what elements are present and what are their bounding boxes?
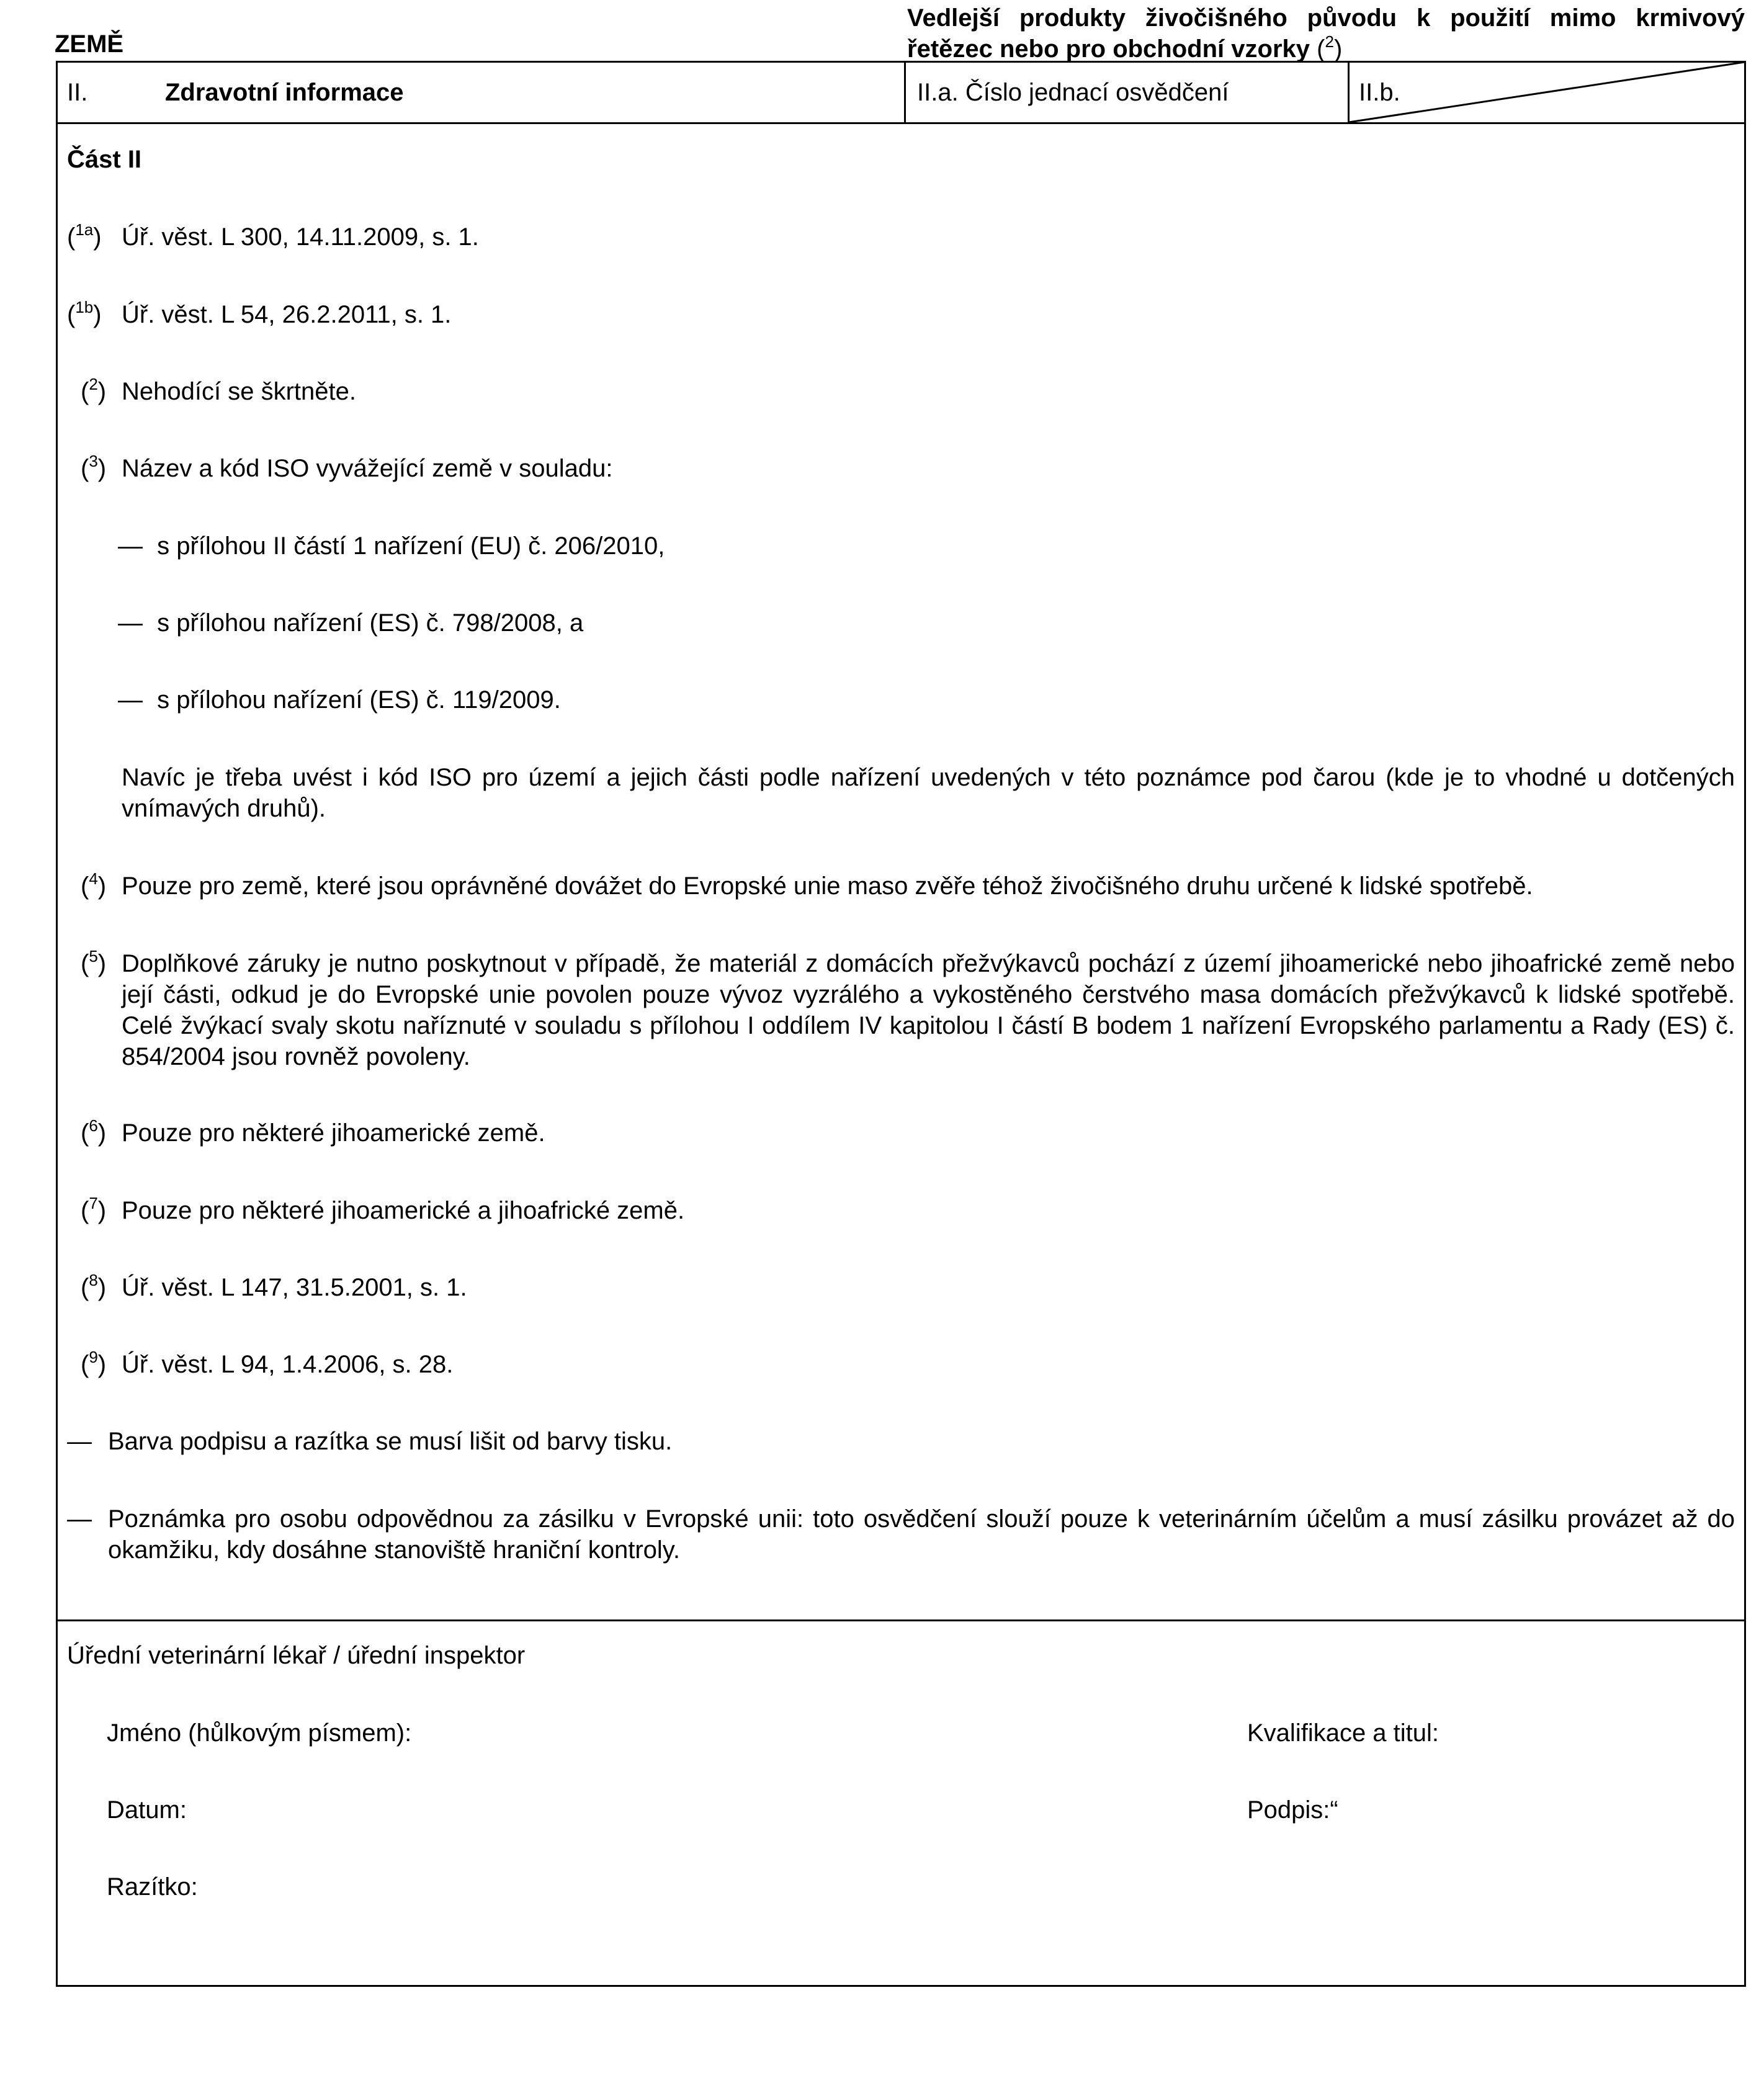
stamp-label: Razítko: bbox=[107, 1873, 198, 1901]
iso-list-item-1 bbox=[118, 531, 665, 562]
footnote-text: Úř. věst. L 54, 26.2.2011, s. 1. bbox=[122, 301, 452, 328]
footnote-ref: ($^9$) bbox=[81, 1347, 107, 1378]
footnote-ref-num: 6 bbox=[89, 1116, 98, 1135]
footnote-text: Doplňkové záruky je nutno poskytnout v případě, že materiál z domácích přežvýkavců pochází z území jihoamerické nebo jihoafrické země nebo její části, odkud je do Evropské unie povolen pouze vývoz vyzrálého a vykostěného čerstvého masa domácích přežvýkavců k lidské spotřebě. Celé žvýkací svaly skotu naříznuté v souladu s přílohou I oddílem IV kapitolou I částí B bodem 1 nařízení Evropského parlamentu a Rady (ES) č. 854/2004 jsou rovněž povoleny. bbox=[122, 950, 1735, 1070]
iso-list-text: s přílohou nařízení (ES) č. 798/2008, a bbox=[157, 609, 584, 637]
footnote-ref: ($^3$) bbox=[81, 451, 107, 482]
dash: — bbox=[118, 686, 143, 714]
footnote-ref-num: 5 bbox=[89, 946, 98, 965]
footnote-ref: ($^5$) bbox=[81, 946, 107, 977]
footnote-ref-num: 9 bbox=[89, 1347, 98, 1366]
footnote-ref-num: 7 bbox=[89, 1193, 98, 1212]
footnote-ref: ($^7$) bbox=[81, 1193, 107, 1224]
footnote-ref-num: 3 bbox=[89, 451, 98, 470]
iso-list-item-2 bbox=[118, 607, 583, 638]
footnote-ref: ($^8$) bbox=[81, 1270, 107, 1301]
date-label: Datum: bbox=[107, 1796, 187, 1824]
certificate-title-ref-num: 2 bbox=[1325, 32, 1334, 51]
country-label: ZEMĚ bbox=[55, 30, 124, 58]
signature-section-divider bbox=[56, 1619, 1746, 1621]
signature-label: Podpis:“ bbox=[1247, 1796, 1338, 1824]
section-title: Zdravotní informace bbox=[165, 79, 404, 106]
iso-list-text: s přílohou nařízení (ES) č. 119/2009. bbox=[157, 686, 561, 714]
footnote-text: Úř. věst. L 94, 1.4.2006, s. 28. bbox=[122, 1351, 454, 1378]
footnote-ref-num: 1a bbox=[75, 220, 94, 239]
certificate-reference-label: II.a. Číslo jednací osvědčení bbox=[917, 79, 1229, 106]
iib-diagonal-line bbox=[0, 0, 1764, 137]
iib-label: II.b. bbox=[1359, 79, 1400, 106]
footnote-text: Úř. věst. L 300, 14.11.2009, s. 1. bbox=[122, 223, 479, 251]
note-text: Poznámka pro osobu odpovědnou za zásilku v Evropské unii: toto osvědčení slouží pouze k veterinárním účelům a musí zásilku provázet až do okamžiku, kdy dosáhne stanoviště hraniční kontroly. bbox=[108, 1505, 1735, 1564]
dash: — bbox=[118, 532, 143, 560]
certificate-title-ref: ($^2$) bbox=[1317, 32, 1343, 63]
dash: — bbox=[118, 609, 143, 637]
iso-list-item-3 bbox=[118, 684, 561, 715]
dash: — bbox=[67, 1505, 92, 1533]
footnote-ref-num: 1b bbox=[75, 297, 94, 316]
footnote-text: Pouze pro země, které jsou oprávněné dovážet do Evropské unie maso zvěře téhož živočišného druhu určené k lidské spotřebě. bbox=[122, 872, 1533, 900]
footnote-text: Nehodící se škrtněte. bbox=[122, 378, 356, 405]
signature-heading: Úřední veterinární lékař / úřední inspektor bbox=[67, 1642, 526, 1669]
footnote-ref-num: 8 bbox=[89, 1270, 98, 1289]
footnote-ref: ($^4$) bbox=[81, 869, 107, 900]
footnote-ref-num: 2 bbox=[89, 374, 98, 393]
iib-diagonal-stroke bbox=[1349, 62, 1745, 122]
note-text: Barva podpisu a razítka se musí lišit od barvy tisku. bbox=[108, 1428, 673, 1455]
dash: — bbox=[67, 1428, 92, 1455]
iso-list-text: s přílohou II částí 1 nařízení (EU) č. 206/2010, bbox=[157, 532, 665, 560]
certificate-title-line1: Vedlejší produkty živočišného původu k použití mimo krmivový bbox=[907, 4, 1745, 32]
footnote-text: Úř. věst. L 147, 31.5.2001, s. 1. bbox=[122, 1274, 467, 1301]
footnote-ref: ($^6$) bbox=[81, 1116, 107, 1147]
part-title: Část II bbox=[67, 146, 142, 173]
footnote-ref-num: 4 bbox=[89, 869, 98, 888]
footnote-text: Pouze pro některé jihoamerické země. bbox=[122, 1119, 545, 1147]
footnote-ref: ($^{1a}$) bbox=[67, 220, 102, 251]
section-number: II. bbox=[67, 79, 88, 106]
footnote-ref: ($^{1b}$) bbox=[67, 297, 102, 328]
certificate-title-line2-text: řetězec nebo pro obchodní vzorky bbox=[907, 35, 1310, 63]
footnote-text: Název a kód ISO vyvážející země v souladu: bbox=[122, 455, 613, 482]
footnote-text: Pouze pro některé jihoamerické a jihoafrické země. bbox=[122, 1197, 685, 1224]
iso-note: Navíc je třeba uvést i kód ISO pro území a jejich části podle nařízení uvedených v této poznámce pod čarou (kde je to vhodné u dotčených vnímavých druhů). bbox=[122, 764, 1735, 822]
name-label: Jméno (hůlkovým písmem): bbox=[107, 1719, 412, 1747]
qualification-label: Kvalifikace a titul: bbox=[1247, 1719, 1439, 1747]
footnote-ref: ($^2$) bbox=[81, 374, 107, 405]
